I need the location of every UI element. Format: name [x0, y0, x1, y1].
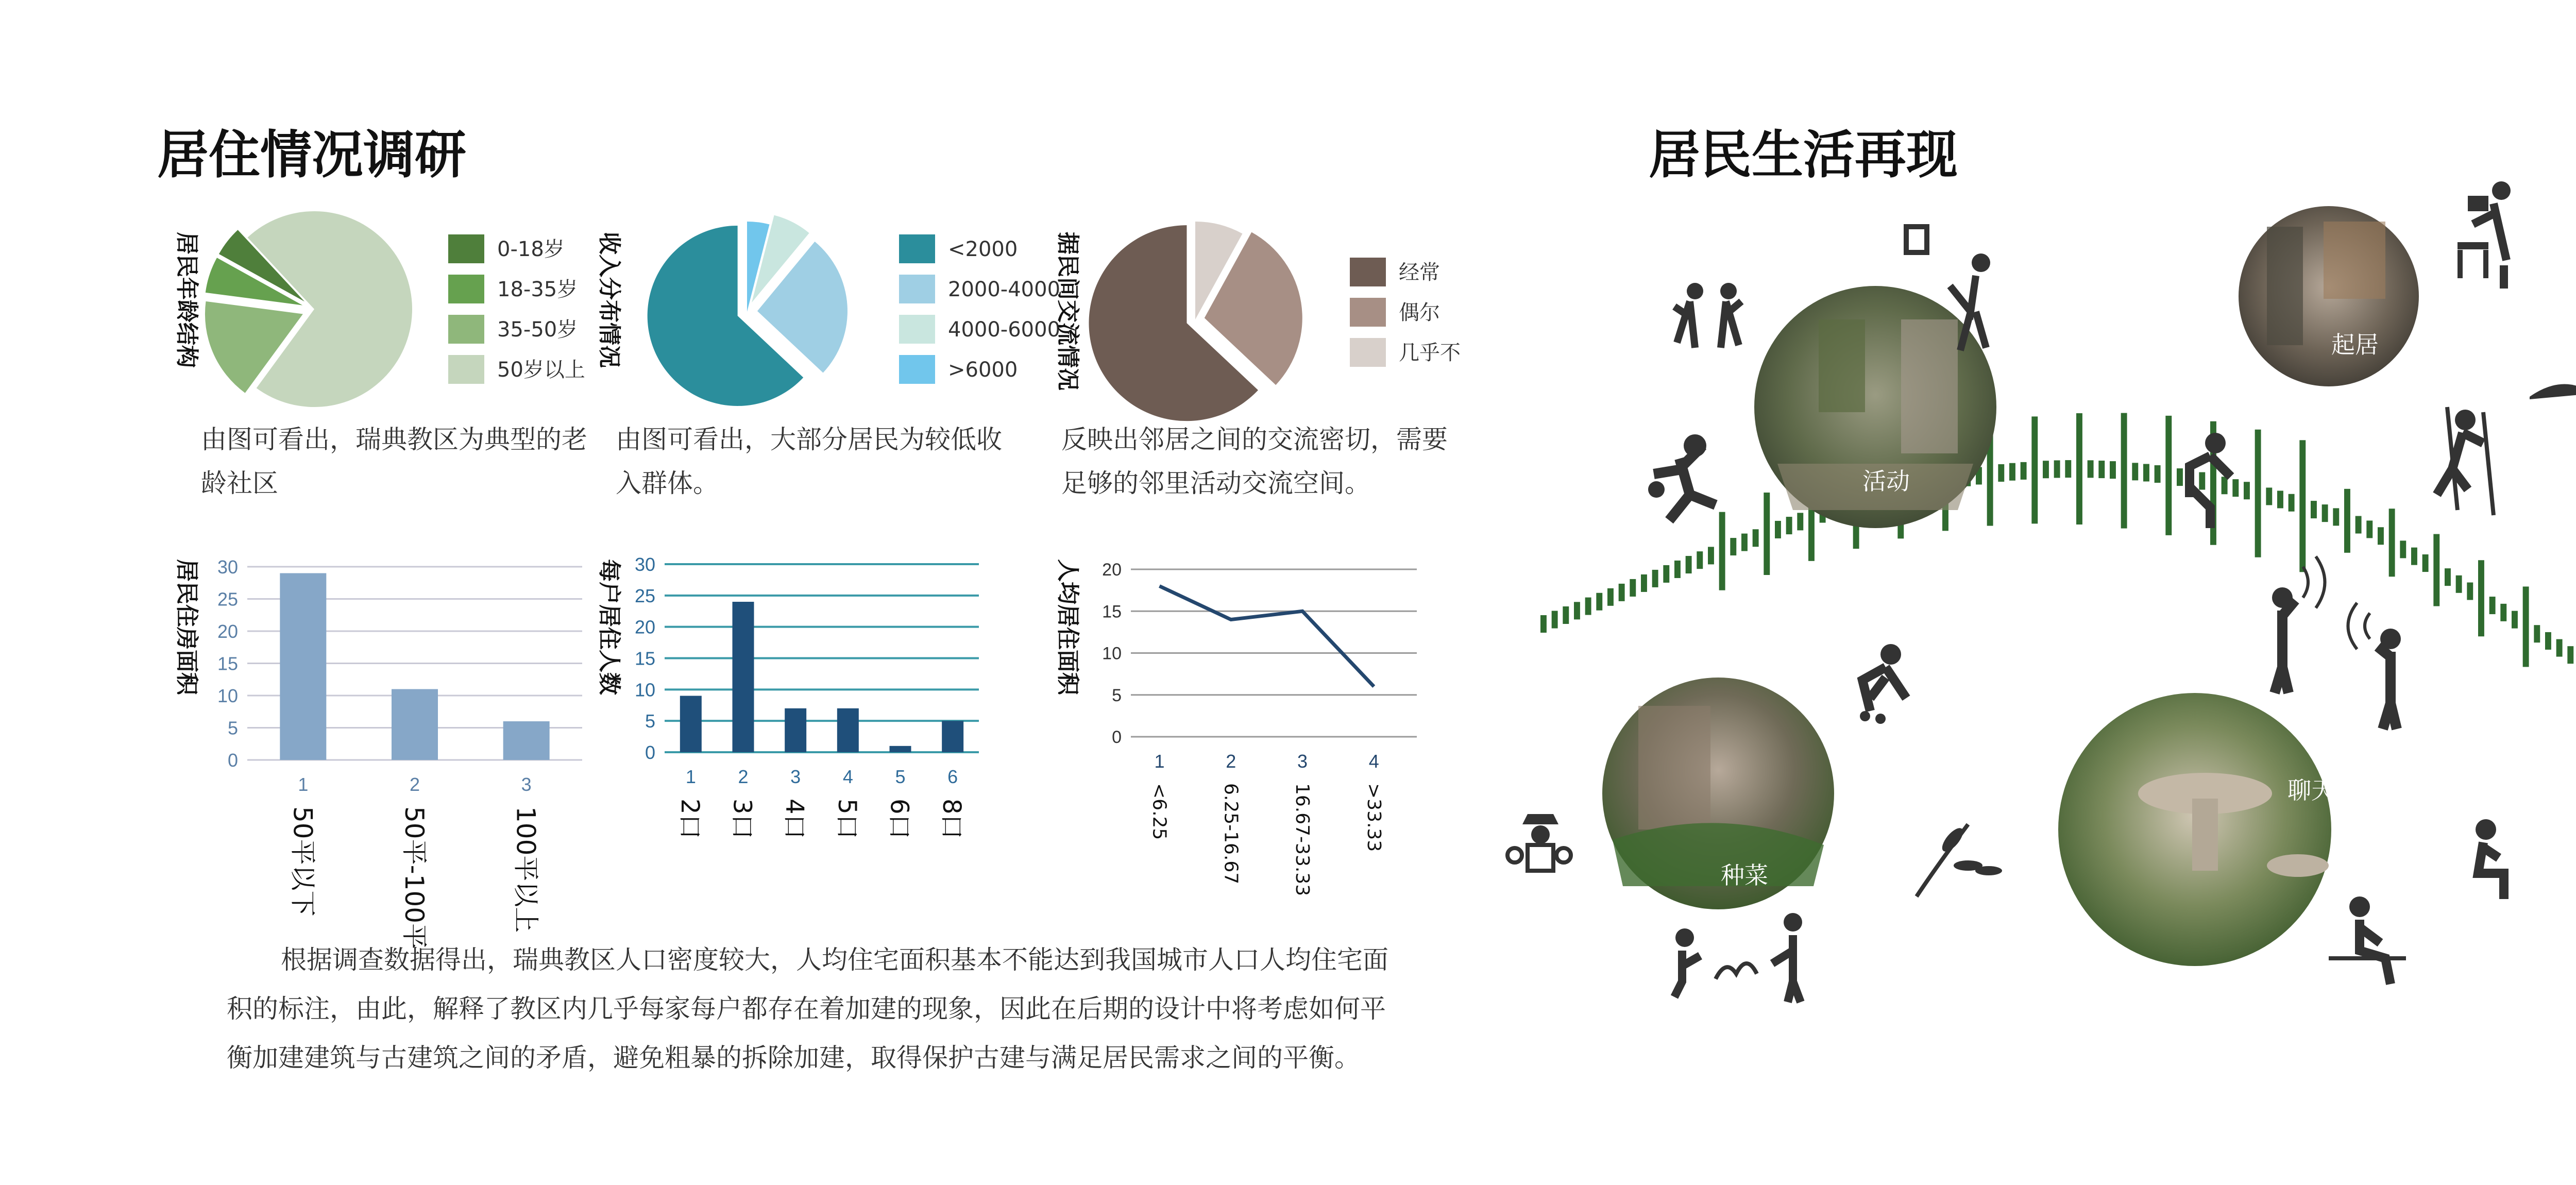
x-category-label: 5口 [832, 799, 861, 839]
wave-bar [1663, 565, 1669, 583]
gardening-icon [1860, 644, 1906, 724]
wave-bar [1607, 588, 1614, 606]
wave-bar [2021, 462, 2027, 480]
legend-label-0: 经常 [1399, 261, 1440, 284]
bar-5 [942, 721, 963, 752]
communication-caption-line-2: 足够的邻里活动交流空间。 [1061, 468, 1370, 498]
wave-bar [2422, 554, 2429, 572]
wave-bar [2333, 508, 2339, 526]
wave-bar [1708, 547, 1714, 564]
income-panel [596, 215, 1060, 498]
x-category-label: 2口 [675, 799, 704, 839]
age-structure-label [174, 232, 200, 368]
y-tick-label: 5 [227, 717, 238, 739]
y-tick-label: 25 [634, 585, 655, 606]
x-index-label: 3 [1297, 751, 1308, 772]
y-tick-label: 0 [1112, 727, 1122, 747]
communication-pie-chart [1089, 222, 1302, 421]
survey-section [157, 125, 1461, 1073]
wave-bar [2277, 490, 2283, 508]
wave-bar [2155, 465, 2161, 483]
age-caption-line-2: 龄社区 [201, 468, 278, 498]
legend-label-3: >6000 [948, 358, 1018, 382]
x-index-label: 4 [842, 766, 853, 787]
x-category-label: <6.25 [1148, 783, 1170, 840]
x-index-label: 3 [790, 766, 801, 787]
wave-bar [1552, 611, 1558, 629]
x-index-label: 2 [738, 766, 749, 787]
x-category-label: 4口 [780, 799, 809, 839]
wave-bar [1674, 561, 1681, 578]
legend-swatch-0 [448, 234, 484, 263]
photo-activity [1754, 286, 1996, 528]
per-capita-area-line-chart [1102, 560, 1417, 896]
photo-daily-living [2239, 206, 2419, 386]
photo-label-daily-living: 起居 [2331, 331, 2379, 359]
y-tick-label: 15 [634, 648, 655, 669]
y-tick-label: 10 [217, 685, 238, 706]
income-caption-line-1: 由图可看出，大部分居民为较低收 [616, 425, 1002, 454]
wave-bar [1585, 598, 1591, 615]
wave-bar [2299, 440, 2306, 572]
x-category-label: 6.25-16.67 [1220, 783, 1242, 885]
wave-bar [2232, 479, 2239, 497]
wave-bar [2512, 611, 2518, 629]
bar-2 [785, 708, 806, 752]
wave-bar [2366, 520, 2372, 538]
legend-swatch-2 [899, 315, 935, 344]
y-tick-label: 0 [645, 742, 655, 763]
wave-bar [2389, 509, 2395, 577]
wave-bar [2121, 413, 2127, 529]
x-index-label: 2 [1226, 751, 1236, 772]
wave-bar [2289, 494, 2295, 512]
y-tick-label: 5 [645, 710, 655, 732]
wave-bar [2132, 463, 2138, 480]
wave-bar [1730, 538, 1736, 555]
wave-bar [1563, 606, 1569, 624]
y-tick-label: 10 [634, 679, 655, 701]
wave-bar [2355, 516, 2362, 534]
x-category-label: 100平以上 [511, 806, 541, 933]
y-tick-label: 30 [217, 556, 238, 578]
basketball-players-icon [1674, 283, 1741, 348]
age-structure-panel [174, 211, 587, 498]
housing-area-bar-chart [217, 556, 582, 949]
life-title: 居民生活再现 [1649, 125, 1958, 185]
x-category-label: 16.67-33.33 [1292, 783, 1313, 896]
x-category-label: >33.33 [1363, 783, 1384, 852]
wave-bar [2400, 540, 2406, 558]
wave-bar [1786, 517, 1792, 534]
y-tick-label: 10 [1102, 644, 1122, 664]
climbing-person-icon [2437, 407, 2494, 515]
wave-bar [2534, 625, 2540, 642]
y-tick-label: 15 [217, 653, 238, 674]
wave-bar [2478, 560, 2484, 636]
legend-label-2: 4000-6000 [948, 318, 1061, 342]
wave-bar [2088, 460, 2094, 478]
watering-plants-icon [1674, 913, 1802, 1002]
legend-swatch-3 [448, 355, 484, 384]
wave-bar [2165, 416, 2172, 535]
housing-area-label: 居民住房面积 [174, 559, 200, 695]
wave-bar [2031, 416, 2038, 523]
wave-bar [2523, 586, 2529, 667]
bar-1 [733, 602, 754, 752]
legend-label-1: 18-35岁 [497, 278, 578, 301]
income-caption-line-2: 入群体。 [616, 468, 719, 498]
wave-bar [1596, 593, 1602, 611]
x-category-label: 50平以下 [287, 806, 318, 917]
wave-bar [1741, 534, 1748, 551]
legend-label-1: 偶尔 [1399, 301, 1440, 325]
legend-swatch-3 [899, 355, 935, 384]
wave-bar [2411, 548, 2417, 565]
wave-bar [1998, 464, 2004, 482]
wave-bar [2098, 461, 2105, 478]
photo-growing-vegetables [1602, 678, 1834, 909]
wave-bar [2076, 413, 2082, 524]
bar-4 [890, 746, 911, 752]
summary-line-3: 衡加建建筑与古建筑之间的矛盾，避免粗暴的拆除加建，取得保护古建与满足居民需求之间的平衡。 [227, 1043, 1360, 1073]
wave-bar [1775, 521, 1781, 538]
y-tick-label: 20 [1102, 560, 1122, 580]
wave-bar [2065, 460, 2071, 478]
bench-sitter-icon [2329, 819, 2504, 984]
wave-bar [2043, 461, 2049, 478]
y-tick-label: 20 [634, 616, 655, 638]
jogging-icon [1648, 434, 1716, 520]
age-legend [448, 234, 585, 384]
wave-bar [1764, 493, 1770, 575]
wave-bar [1574, 602, 1580, 619]
x-category-label: 50平-100平 [399, 806, 429, 950]
photo-chatting [2058, 693, 2335, 966]
wave-bar [2266, 487, 2272, 505]
income-legend [899, 234, 1060, 384]
pie-slice-3 [247, 211, 412, 407]
communication-caption-line-1: 反映出邻居之间的交流密切，需要 [1061, 425, 1448, 454]
x-category-label: 6口 [885, 799, 914, 839]
wave-bar [1619, 584, 1625, 601]
legend-label-1: 2000-4000 [948, 278, 1061, 301]
legend-swatch-1 [1350, 298, 1386, 327]
age-structure-label-text: 居民年龄结构 [174, 232, 200, 368]
wave-bar [2311, 501, 2317, 518]
wave-bar [1630, 579, 1636, 597]
legend-label-2: 几乎不 [1399, 341, 1461, 365]
bar-0 [680, 696, 702, 753]
legend-swatch-2 [448, 315, 484, 344]
bar-1 [392, 689, 438, 760]
wave-bar [2177, 468, 2183, 486]
wave-bar [2143, 464, 2149, 482]
income-label-text: 收入分布情况 [596, 232, 622, 368]
wave-bar [2467, 582, 2473, 600]
wave-bar [2009, 463, 2015, 481]
wave-bar [2255, 430, 2261, 557]
wave-bar [2567, 646, 2573, 664]
household-size-label: 每户居住人数 [596, 559, 622, 695]
bar-0 [280, 573, 326, 760]
survey-title: 居住情况调研 [157, 125, 466, 185]
x-index-label: 1 [298, 774, 309, 795]
photo-label-activity: 活动 [1862, 467, 1910, 495]
photo-label-chatting-1: 聊天 [2287, 776, 2335, 804]
wave-bar [2456, 575, 2462, 593]
wave-bar [1719, 512, 1725, 590]
wave-bar [1753, 529, 1759, 547]
wave-bar [1797, 513, 1803, 530]
cooking-icon [2458, 181, 2511, 289]
legend-swatch-1 [899, 275, 935, 303]
y-tick-label: 5 [1112, 685, 1122, 705]
summary-line-2: 积的标注，由此，解释了教区内几乎每家每户都存在着加建的现象，因此在后期的设计中将考虑如何平 [227, 994, 1386, 1024]
summary-line-1: 根据调查数据得出，瑞典教区人口密度较大，人均住宅面积基本不能达到我国城市人口人均住宅面 [281, 945, 1388, 975]
legend-swatch-2 [1350, 338, 1386, 367]
wave-bar [2244, 482, 2250, 499]
x-index-label: 5 [895, 766, 906, 787]
wave-bar [1697, 551, 1703, 569]
legend-swatch-1 [448, 275, 484, 303]
x-index-label: 2 [409, 774, 420, 795]
x-index-label: 6 [947, 766, 958, 787]
wave-bar [1641, 574, 1647, 592]
legend-label-3: 50岁以上 [497, 358, 585, 382]
wave-bar [2322, 504, 2328, 522]
x-category-label: 3口 [727, 799, 757, 839]
y-tick-label: 0 [227, 750, 238, 771]
communication-label-text: 据民间交流情况 [1055, 232, 1081, 391]
y-tick-label: 20 [217, 621, 238, 642]
wave-bar [2433, 534, 2439, 606]
farmer-icon [1507, 814, 1571, 871]
legend-swatch-0 [899, 234, 935, 263]
calling-person-icon [2272, 556, 2401, 729]
x-index-label: 4 [1368, 751, 1379, 772]
wave-bar [2500, 604, 2506, 621]
wave-bar [2344, 489, 2350, 553]
income-pie-chart [648, 215, 848, 406]
x-index-label: 1 [685, 766, 696, 787]
wave-bar [2556, 639, 2563, 657]
life-section [1507, 125, 2576, 1002]
wheat-icon [1917, 824, 2002, 896]
wave-bar [2054, 460, 2060, 478]
wave-bar [2489, 597, 2496, 614]
household-size-bar-chart [635, 554, 979, 839]
series-line [1160, 586, 1374, 687]
x-index-label: 3 [521, 774, 532, 795]
wave-bar [1652, 570, 1658, 587]
wave-bar [1540, 615, 1547, 633]
bar-2 [503, 721, 550, 760]
wave-bar [2222, 477, 2228, 494]
wave-bar [1686, 556, 1692, 573]
age-caption-line-1: 由图可看出，瑞典教区为典型的老 [201, 425, 587, 454]
legend-label-2: 35-50岁 [497, 318, 578, 342]
x-category-label: 8口 [937, 799, 967, 839]
legend-swatch-0 [1350, 258, 1386, 286]
bar-3 [837, 708, 859, 752]
y-tick-label: 15 [1102, 602, 1122, 622]
legend-label-0: 0-18岁 [497, 238, 565, 261]
age-pie-chart [205, 211, 412, 407]
photo-label-growing-vegetables: 种菜 [1721, 861, 1768, 889]
wave-bar [2545, 632, 2551, 650]
communication-legend [1350, 258, 1461, 367]
communication-panel [1055, 222, 1461, 498]
wave-bar [2378, 527, 2384, 545]
y-tick-label: 30 [634, 554, 655, 575]
x-index-label: 1 [1154, 751, 1165, 772]
wave-bar [2110, 461, 2116, 479]
legend-label-0: <2000 [948, 238, 1018, 261]
wave-bar [2199, 472, 2205, 490]
per-capita-area-label: 人均居住面积 [1055, 559, 1081, 695]
lying-resting-icon [2530, 371, 2576, 399]
y-tick-label: 25 [217, 588, 238, 610]
wave-bar [2445, 568, 2451, 586]
